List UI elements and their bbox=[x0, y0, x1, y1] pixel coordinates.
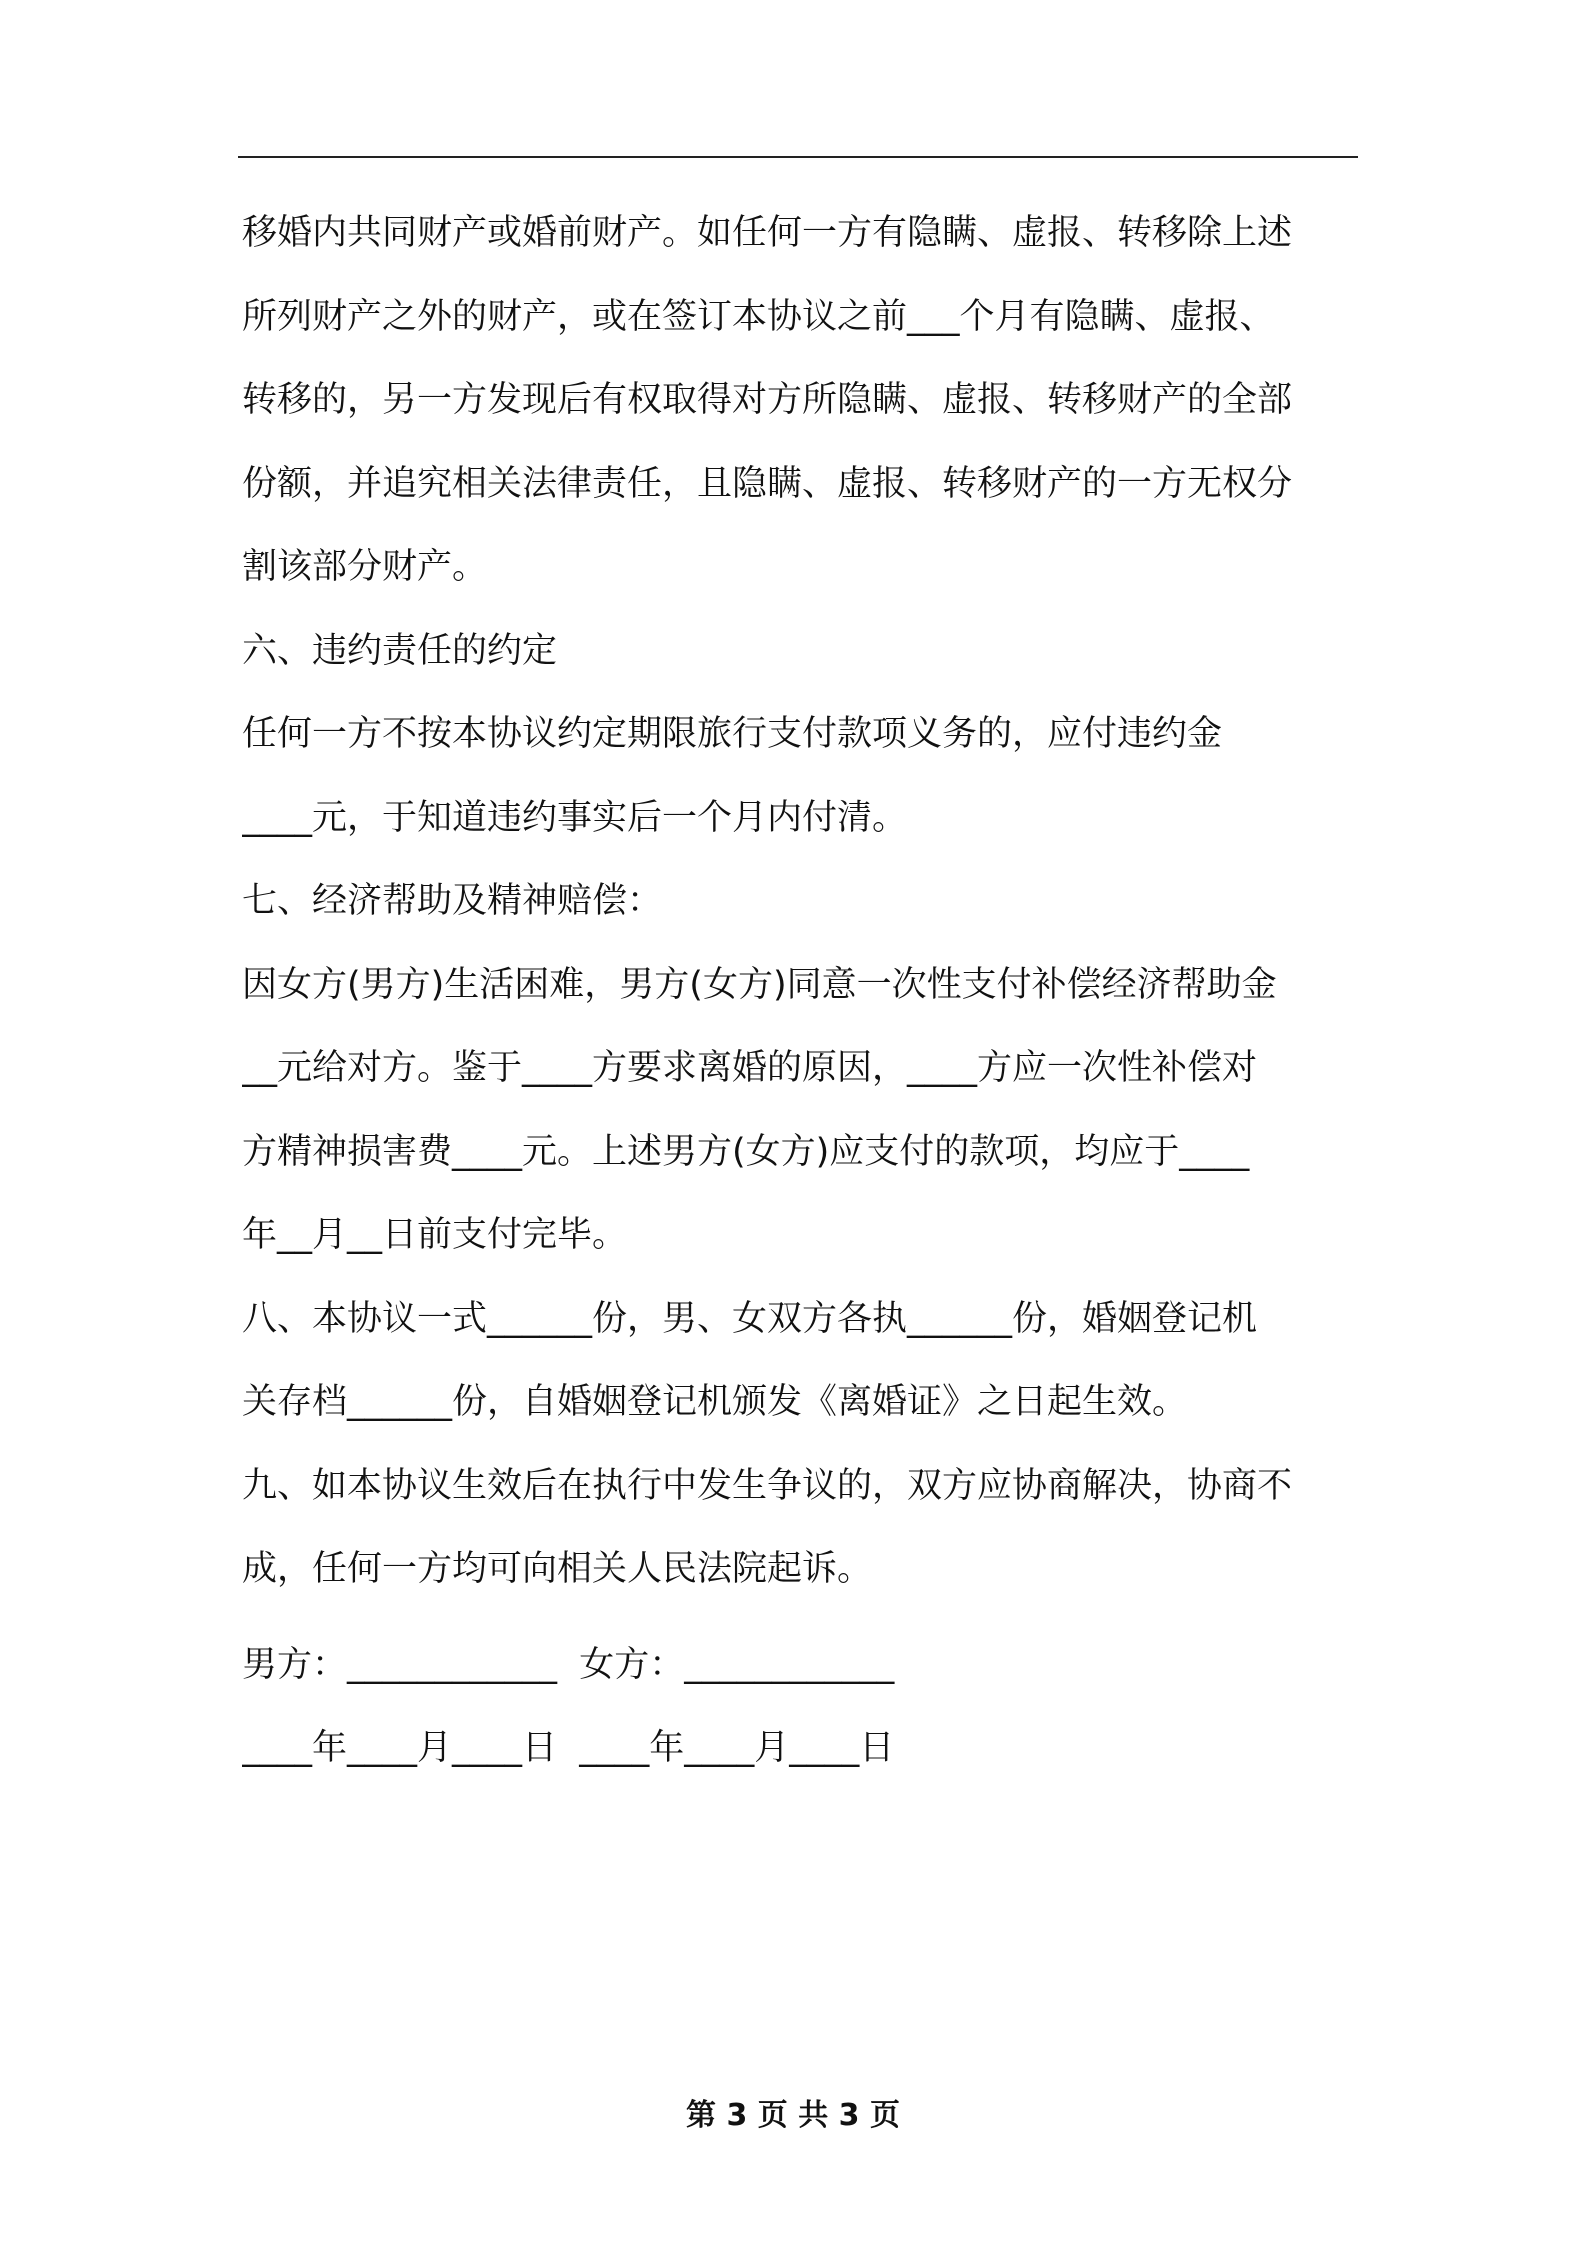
signature-spacer bbox=[242, 1612, 1362, 1624]
body-line: 年__月__日前支付完毕。 bbox=[242, 1215, 628, 1255]
body-line: 割该部分财产。 bbox=[242, 547, 488, 587]
body-line: 移婚内共同财产或婚前财产。如任何一方有隐瞒、虚报、转移除上述 bbox=[242, 213, 1293, 253]
body-line: ____元，于知道违约事实后一个月内付清。 bbox=[242, 797, 908, 838]
section-heading-nine: 九、如本协议生效后在执行中发生争议的，双方应协商解决，协商不 bbox=[242, 1465, 1293, 1506]
signature-dates: ____年____月____日 ____年____月____日 bbox=[242, 1728, 895, 1768]
document-body bbox=[242, 192, 1362, 1791]
body-line: 任何一方不按本协议约定期限旅行支付款项义务的，应付违约金 bbox=[242, 714, 1223, 754]
body-line: 因女方(男方)生活困难，男方(女方)同意一次性支付补偿经济帮助金 bbox=[242, 964, 1277, 1005]
signature-names: 男方：____________ 女方：____________ bbox=[242, 1644, 895, 1685]
body-line: 份额，并追究相关法律责任，且隐瞒、虚报、转移财产的一方无权分 bbox=[242, 463, 1293, 504]
section-heading-seven: 七、经济帮助及精神赔偿： bbox=[242, 881, 663, 921]
body-line: 所列财产之外的财产，或在签订本协议之前___个月有隐瞒、虚报、 bbox=[242, 296, 1275, 337]
page-footer: 第 3 页 共 3 页 bbox=[686, 2098, 900, 2133]
body-line: 转移的，另一方发现后有权取得对方所隐瞒、虚报、转移财产的全部 bbox=[242, 380, 1293, 420]
header-rule bbox=[238, 156, 1358, 158]
body-line: 成，任何一方均可向相关人民法院起诉。 bbox=[242, 1549, 873, 1589]
section-heading-six: 六、违约责任的约定 bbox=[242, 630, 558, 671]
section-heading-eight: 八、本协议一式______份，男、女双方各执______份，婚姻登记机 bbox=[242, 1298, 1258, 1339]
body-line: 方精神损害费____元。上述男方(女方)应支付的款项，均应于____ bbox=[242, 1131, 1250, 1172]
body-line: __元给对方。鉴于____方要求离婚的原因，____方应一次性补偿对 bbox=[242, 1048, 1258, 1088]
body-line: 关存档______份，自婚姻登记机颁发《离婚证》之日起生效。 bbox=[242, 1382, 1188, 1422]
